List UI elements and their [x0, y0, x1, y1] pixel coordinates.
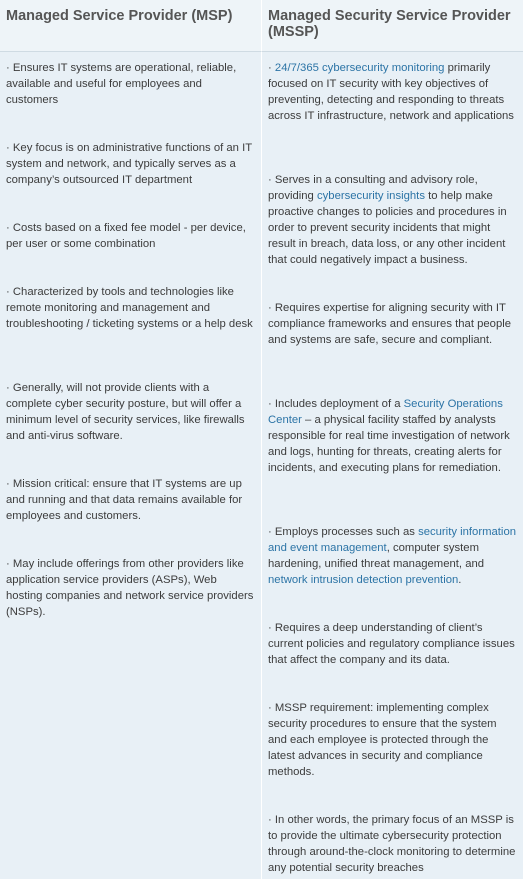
mssp-column [261, 52, 523, 879]
item-text: to help make proactive changes to policies and procedures in order to prevent security incidents that might result in breach, data loss, or any other incident that could negatively impact a business. [268, 190, 507, 266]
msp-item: · Generally, will not provide clients with a complete cyber security posture, but will offer a minimum level of security services, like firewalls and anti-virus software. [6, 382, 245, 442]
item-text: · Employs processes such as [268, 526, 419, 538]
mssp-item: · In other words, the primary focus of an MSSP is to provide the ultimate cybersecurity protection through around-the-clock monitoring to determine any potential security breaches [268, 814, 516, 874]
mssp-item [268, 60, 518, 124]
item-text: , computer system hardening, unified threat management, and [268, 542, 485, 570]
msp-item: · Costs based on a fixed fee model - per device, per user or some combination [6, 222, 246, 250]
item-text: . [458, 574, 462, 586]
msp-item: · Ensures IT systems are operational, reliable, available and useful for employees and customers [6, 62, 237, 106]
mssp-item [268, 524, 518, 588]
msp-item: · May include offerings from other providers like application service providers (ASPs), Web hosting companies and network service providers (NSPs). [6, 558, 254, 618]
item-text: · [268, 62, 275, 74]
msp-item: · Key focus is on administrative functions of an IT system and network, and typically serves as a company’s outsourced IT department [6, 142, 252, 186]
siem-link[interactable]: security information and event management [268, 526, 517, 554]
mssp-item: · Requires expertise for aligning security with IT compliance frameworks and ensures that people and systems are safe, secure and compliant. [268, 302, 512, 346]
msp-item: · Characterized by tools and technologies like remote monitoring and management and troubleshooting / ticketing systems or a help desk [6, 286, 253, 330]
item-text: · Includes deployment of a [268, 398, 404, 410]
mssp-item: · MSSP requirement: implementing complex security procedures to ensure that the system and each employee is protected through the latest advances in security and compliance methods. [268, 702, 497, 778]
mssp-item [268, 396, 518, 476]
cybersecurity-insights-link[interactable]: cybersecurity insights [316, 190, 425, 202]
msp-item: · Mission critical: ensure that IT systems are up and running and that data remains available for employees and customers. [6, 478, 243, 522]
item-text: – a physical facility staffed by analysts responsible for real time investigation of network and logs, hunting for threats, creating alerts for incidents, and executing plans for remediation. [268, 414, 510, 474]
msp-column [0, 52, 261, 879]
item-text: primarily focused on IT security with key objectives of preventing, detecting and responding to threats across IT infrastructure, network and applications [268, 62, 514, 122]
msp-column-header: Managed Service Provider (MSP) [0, 0, 261, 52]
item-text: · Serves in a consulting and advisory role, providing [268, 174, 478, 202]
mssp-column-header: Managed Security Service Provider (MSSP) [261, 0, 523, 52]
mssp-item [268, 172, 518, 268]
security-operations-center-link[interactable]: Security Operations Center [268, 398, 503, 426]
mssp-item: · Requires a deep understanding of client’s current policies and regulatory compliance issues that affect the company and its data. [268, 622, 515, 666]
network-intrusion-detection-link[interactable]: network intrusion detection prevention [268, 574, 459, 586]
cybersecurity-monitoring-link[interactable]: 24/7/365 cybersecurity monitoring [274, 62, 445, 74]
